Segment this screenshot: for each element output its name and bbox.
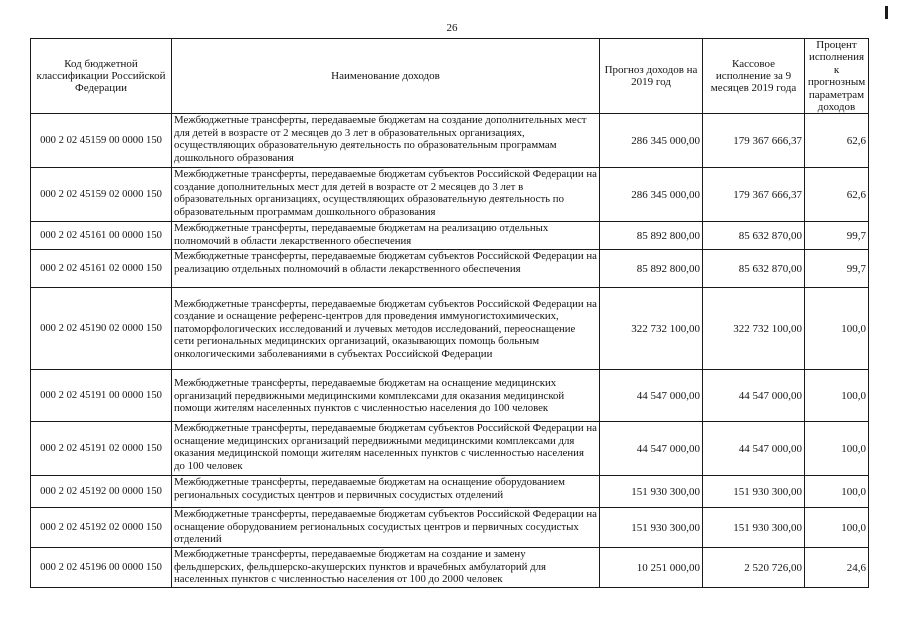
row-name: Межбюджетные трансферты, передаваемые бюджетам субъектов Российской Федерации на оснащение оборудованием региональных сосудистых центров и первичных сосудистых отделений — [172, 508, 600, 548]
header-name: Наименование доходов — [172, 39, 600, 114]
row-percent: 100,0 — [805, 422, 869, 476]
header-forecast: Прогноз доходов на 2019 год — [600, 39, 703, 114]
row-forecast: 44 547 000,00 — [600, 422, 703, 476]
table-row — [31, 548, 869, 588]
row-executed: 44 547 000,00 — [703, 370, 805, 422]
row-executed: 151 930 300,00 — [703, 476, 805, 508]
row-percent: 62,6 — [805, 114, 869, 168]
row-code: 000 2 02 45161 02 0000 150 — [31, 250, 172, 288]
row-code: 000 2 02 45161 00 0000 150 — [31, 222, 172, 250]
row-forecast: 286 345 000,00 — [600, 168, 703, 222]
row-name: Межбюджетные трансферты, передаваемые бюджетам субъектов Российской Федерации на создание дополнительных мест для детей в возрасте от 2 месяцев до 3 лет в образовательных организациях, осуществляющих образовательную деятельность по образовательным программам дошкольного образования — [172, 168, 600, 222]
row-percent: 100,0 — [805, 288, 869, 370]
row-forecast: 85 892 800,00 — [600, 222, 703, 250]
row-percent: 62,6 — [805, 168, 869, 222]
row-executed: 179 367 666,37 — [703, 168, 805, 222]
row-forecast: 151 930 300,00 — [600, 508, 703, 548]
revenue-table — [30, 38, 869, 588]
table-row — [31, 114, 869, 168]
table-row — [31, 288, 869, 370]
row-name: Межбюджетные трансферты, передаваемые бюджетам на оснащение оборудованием региональных сосудистых центров и первичных сосудистых отделений — [172, 476, 600, 508]
page-number: 26 — [446, 22, 458, 34]
row-executed: 85 632 870,00 — [703, 250, 805, 288]
table-row — [31, 222, 869, 250]
row-code: 000 2 02 45190 02 0000 150 — [31, 288, 172, 370]
row-percent: 100,0 — [805, 508, 869, 548]
row-executed: 44 547 000,00 — [703, 422, 805, 476]
row-code: 000 2 02 45192 02 0000 150 — [31, 508, 172, 548]
row-percent: 99,7 — [805, 222, 869, 250]
row-executed: 179 367 666,37 — [703, 114, 805, 168]
table-row — [31, 370, 869, 422]
row-name: Межбюджетные трансферты, передаваемые бюджетам на создание и замену фельдшерских, фельдшерско-акушерских пунктов и врачебных амбулаторий для населенных пунктов с численностью населения от 100 до 2000 человек — [172, 548, 600, 588]
row-name: Межбюджетные трансферты, передаваемые бюджетам субъектов Российской Федерации на оснащение медицинских организаций передвижными медицинскими комплексами для оказания медицинской помощи жителям населенных пунктов с численностью населения до 100 человек — [172, 422, 600, 476]
header-code: Код бюджетной классификации Российской Федерации — [31, 39, 172, 114]
row-executed: 151 930 300,00 — [703, 508, 805, 548]
row-executed: 322 732 100,00 — [703, 288, 805, 370]
row-executed: 85 632 870,00 — [703, 222, 805, 250]
row-code: 000 2 02 45196 00 0000 150 — [31, 548, 172, 588]
row-percent: 99,7 — [805, 250, 869, 288]
margin-mark — [885, 6, 888, 19]
row-code: 000 2 02 45192 00 0000 150 — [31, 476, 172, 508]
row-percent: 24,6 — [805, 548, 869, 588]
row-name: Межбюджетные трансферты, передаваемые бюджетам субъектов Российской Федерации на реализацию отдельных полномочий в области лекарственного обеспечения — [172, 250, 600, 288]
row-name: Межбюджетные трансферты, передаваемые бюджетам на оснащение медицинских организаций передвижными медицинскими комплексами для оказания медицинской помощи жителям населенных пунктов с численностью населения до 100 человек — [172, 370, 600, 422]
row-name: Межбюджетные трансферты, передаваемые бюджетам на реализацию отдельных полномочий в области лекарственного обеспечения — [172, 222, 600, 250]
row-executed: 2 520 726,00 — [703, 548, 805, 588]
row-forecast: 44 547 000,00 — [600, 370, 703, 422]
row-forecast: 10 251 000,00 — [600, 548, 703, 588]
row-code: 000 2 02 45159 00 0000 150 — [31, 114, 172, 168]
table-row — [31, 476, 869, 508]
row-name: Межбюджетные трансферты, передаваемые бюджетам на создание дополнительных мест для детей в возрасте от 2 месяцев до 3 лет в образовательных организациях, осуществляющих образовательную деятельность по образовательным программам дошкольного образования — [172, 114, 600, 168]
row-percent: 100,0 — [805, 370, 869, 422]
table-header-row — [31, 39, 869, 114]
row-code: 000 2 02 45191 00 0000 150 — [31, 370, 172, 422]
row-name: Межбюджетные трансферты, передаваемые бюджетам субъектов Российской Федерации на создание и оснащение референс-центров для проведения иммуногистохимических, патоморфологических исследований и лучевых методов исследований, переоснащение сети региональных медицинских организаций, оказывающих помощь больным онкологическими заболеваниями в субъектах Российской Федерации — [172, 288, 600, 370]
row-forecast: 322 732 100,00 — [600, 288, 703, 370]
row-forecast: 286 345 000,00 — [600, 114, 703, 168]
row-forecast: 85 892 800,00 — [600, 250, 703, 288]
row-forecast: 151 930 300,00 — [600, 476, 703, 508]
table-row — [31, 422, 869, 476]
table-row — [31, 508, 869, 548]
header-percent: Процент исполнения к прогнозным параметрам доходов — [805, 39, 869, 114]
row-percent: 100,0 — [805, 476, 869, 508]
header-executed: Кассовое исполнение за 9 месяцев 2019 года — [703, 39, 805, 114]
row-code: 000 2 02 45191 02 0000 150 — [31, 422, 172, 476]
table-row — [31, 250, 869, 288]
table-row — [31, 168, 869, 222]
row-code: 000 2 02 45159 02 0000 150 — [31, 168, 172, 222]
